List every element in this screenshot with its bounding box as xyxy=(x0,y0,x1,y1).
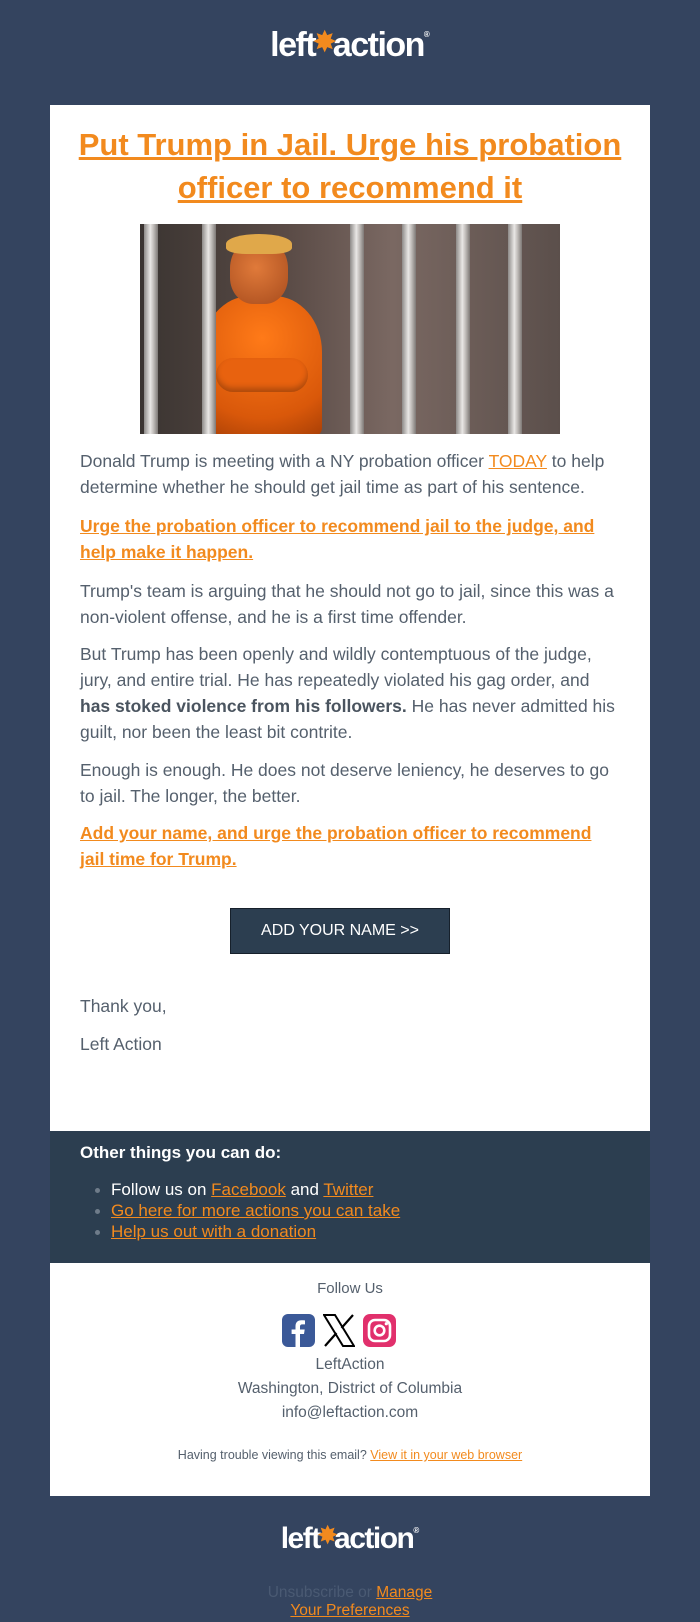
logo-top[interactable] xyxy=(0,26,700,72)
prisoner-figure xyxy=(202,238,322,434)
unsubscribe-area: Unsubscribe or Manage Your Preferences xyxy=(267,1584,433,1619)
logo-text-right: action xyxy=(334,1522,414,1555)
add-your-name-button[interactable]: ADD YOUR NAME >> xyxy=(230,908,450,954)
org-location: Washington, District of Columbia xyxy=(237,1380,463,1397)
urge-officer-link[interactable]: Urge the probation officer to recommend jail to the judge, and help make it happen. xyxy=(80,516,595,562)
org-name: LeftAction xyxy=(315,1356,385,1373)
preferences-link[interactable]: Your Preferences xyxy=(290,1602,410,1619)
unsubscribe-link[interactable]: Unsubscribe xyxy=(267,1584,354,1601)
footer-card xyxy=(50,1263,650,1496)
view-in-browser-link[interactable]: View it in your web browser xyxy=(370,1448,523,1462)
paragraph-enough: Enough is enough. He does not deserve leniency, he deserves to go to jail. The longer, the better. xyxy=(80,760,609,806)
other-actions-panel xyxy=(50,1131,650,1263)
other-actions-title: Other things you can do: xyxy=(80,1143,282,1162)
registered-mark: ® xyxy=(413,1526,420,1535)
headline-link[interactable]: Put Trump in Jail. Urge his probation officer to recommend it xyxy=(78,127,622,205)
paragraph-meeting: Donald Trump is meeting with a NY probation officer TODAY to help determine whether he should get jail time as part of his sentence. xyxy=(80,451,605,497)
sunburst-icon: ✸ xyxy=(312,26,336,59)
list-item xyxy=(111,1200,400,1221)
logo-text-right: action xyxy=(332,26,424,64)
list-item: Follow us on Facebook and Twitter xyxy=(111,1179,400,1200)
social-icons xyxy=(50,1314,650,1348)
paragraph-team: Trump's team is arguing that he should not go to jail, since this was a non-violent offense, and he is a first time offender. xyxy=(80,581,614,627)
org-email: info@leftaction.com xyxy=(281,1404,419,1421)
trouble-viewing: Having trouble viewing this email? View it in your web browser xyxy=(177,1448,523,1462)
sunburst-icon: ✸ xyxy=(316,1520,338,1550)
twitter-link[interactable]: Twitter xyxy=(323,1180,374,1199)
registered-mark: ® xyxy=(423,30,430,39)
list-item xyxy=(111,1221,400,1242)
manage-link[interactable]: Manage xyxy=(376,1584,433,1601)
logo-bottom[interactable] xyxy=(0,1522,700,1562)
more-actions-link[interactable]: Go here for more actions you can take xyxy=(111,1201,401,1220)
instagram-icon[interactable] xyxy=(363,1314,396,1347)
email-card xyxy=(50,105,650,1131)
add-name-link[interactable]: Add your name, and urge the probation officer to recommend jail time for Trump. xyxy=(80,823,592,869)
violence-bold: has stoked violence from his followers. xyxy=(80,696,407,716)
other-actions-list xyxy=(111,1179,400,1242)
signoff-text: Left Action xyxy=(80,1034,162,1054)
facebook-icon[interactable] xyxy=(282,1314,315,1347)
thanks-text: Thank you, xyxy=(80,996,167,1016)
facebook-link[interactable]: Facebook xyxy=(211,1180,286,1199)
logo-text-left: left xyxy=(270,26,316,64)
follow-us-label: Follow Us xyxy=(317,1280,383,1297)
x-icon[interactable] xyxy=(323,1314,355,1347)
today-link[interactable]: TODAY xyxy=(488,451,547,471)
paragraph-contempt: But Trump has been openly and wildly contemptuous of the judge, jury, and entire trial. He has repeatedly violated his gag order, and has stoked violence from his followers. He has never admitted his guilt, nor been the least bit contrite. xyxy=(80,644,615,742)
logo-text-left: left xyxy=(280,1522,320,1555)
donation-link[interactable]: Help us out with a donation xyxy=(111,1222,317,1241)
hero-image[interactable] xyxy=(140,224,560,434)
